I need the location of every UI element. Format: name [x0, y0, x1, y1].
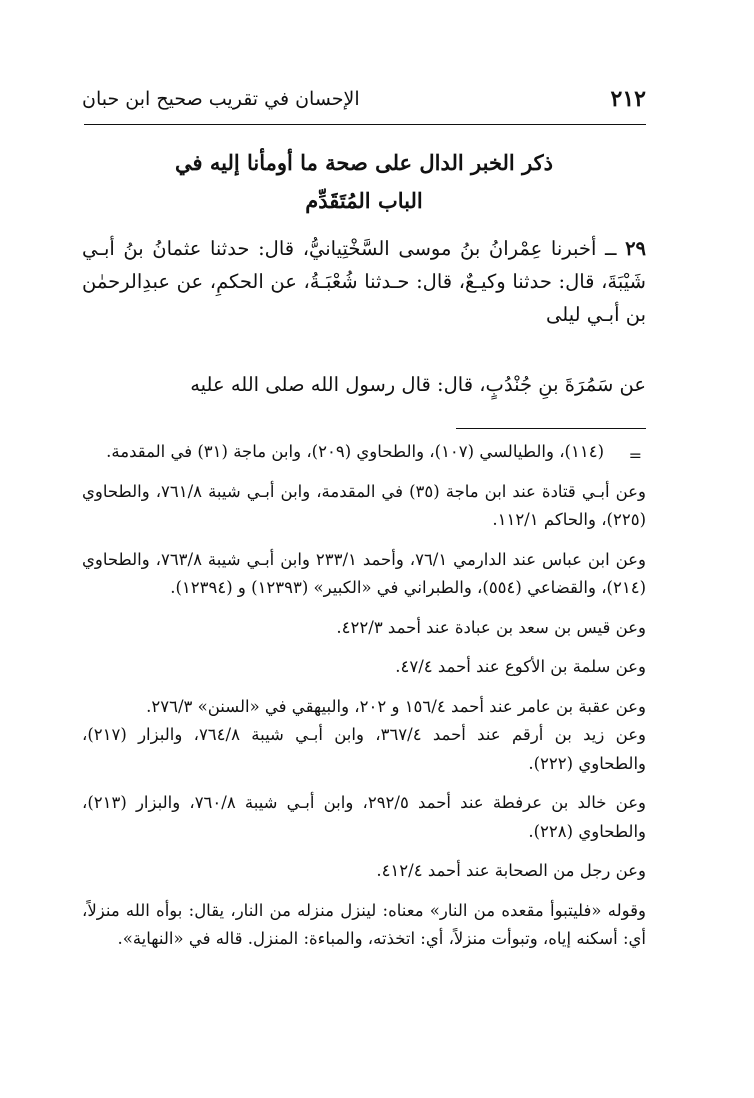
footnote-paragraph: (١١٤)، والطيالسي (١٠٧)، والطحاوي (٢٠٩)، وابن ماجة (٣١) في المقدمة. [106, 442, 604, 461]
section-heading-line2: الباب المُتَقَدِّم [305, 188, 423, 213]
hadith-continuation: عن سَمُرَةَ بنِ جُنْدُبٍ، قال: قال رسول الله صلى الله عليه [190, 373, 646, 396]
hadith-isnad: ــ أخبرنا عِمْرانُ بنُ موسى السَّخْتِيانيُّ، قال: حدثنا عثمانُ بنُ أبـي شَيْبَةَ، قال: حدثنا وكيـعٌ، قال: حـدثنا شُعْبَـةُ، عن الحكمِ، عن عبدِالرحمٰن بن أبـي ليلى [82, 237, 646, 326]
footnote-paragraph: وقوله «فليتبوأ مقعده من النار» معناه: لينزل منزله من النار، يقال: بوأه الله منزلاً، أي: أسكنه إياه، وتبوأت منزلاً، أي: اتخذته، والمباءة: المنزل. قاله في «النهاية». [82, 900, 646, 948]
page-number: ٢١٢ [610, 86, 646, 112]
section-heading-line1: ذكر الخبر الدال على صحة ما أومأنا إليه في [175, 150, 553, 175]
section-heading [82, 144, 646, 220]
footnote-paragraph: وعن قيس بن سعد بن عبادة عند أحمد ٤٢٢/٣. [336, 617, 646, 637]
footnote-paragraph: وعن عقبة بن عامر عند أحمد ١٥٦/٤ و ٢٠٢، والبيهقي في «السنن» ٢٧٦/٣. [146, 696, 646, 716]
footnote-paragraph: وعن رجل من الصحابة عند أحمد ٤١٢/٤. [376, 861, 646, 880]
page-header [82, 86, 646, 116]
header-rule [84, 124, 646, 125]
footnote-paragraph: وعن سلمة بن الأكوع عند أحمد ٤٧/٤. [395, 657, 646, 676]
footnote-paragraph: وعن خالد بن عرفطة عند أحمد ٢٩٢/٥، وابن أبـي شيبة ٧٦٠/٨، والبزار (٢١٣)، والطحاوي (٢٢٨). [82, 793, 647, 841]
footnote-rule [456, 428, 646, 429]
hadith-number: ٢٩ [625, 237, 647, 260]
hadith-text [82, 232, 646, 331]
footnote-paragraph: وعن ابن عباس عند الدارمي ٧٦/١، وأحمد ٢٣٣/١ وابن أبـي شيبة ٧٦٣/٨، والطحاوي (٢١٤)، والقضاعي (٥٥٤)، والطبراني في «الكبير» (١٢٣٩٣) و (١٢٣٩٤). [82, 549, 646, 597]
footnotes [82, 438, 646, 954]
footnote-continuation-mark: = [628, 446, 642, 465]
running-title: الإحسان في تقريب صحيح ابن حبان [82, 88, 360, 110]
footnote-paragraph: وعن أبـي قتادة عند ابن ماجة (٣٥) في المقدمة، وابن أبـي شيبة ٧٦١/٨، والطحاوي (٢٢٥)، والحاكم ١١٢/١. [82, 481, 646, 529]
footnote-paragraph: وعن زيد بن أرقم عند أحمد ٣٦٧/٤، وابن أبـي شيبة ٧٦٤/٨، والبزار (٢١٧)، والطحاوي (٢٢٢). [82, 725, 647, 773]
